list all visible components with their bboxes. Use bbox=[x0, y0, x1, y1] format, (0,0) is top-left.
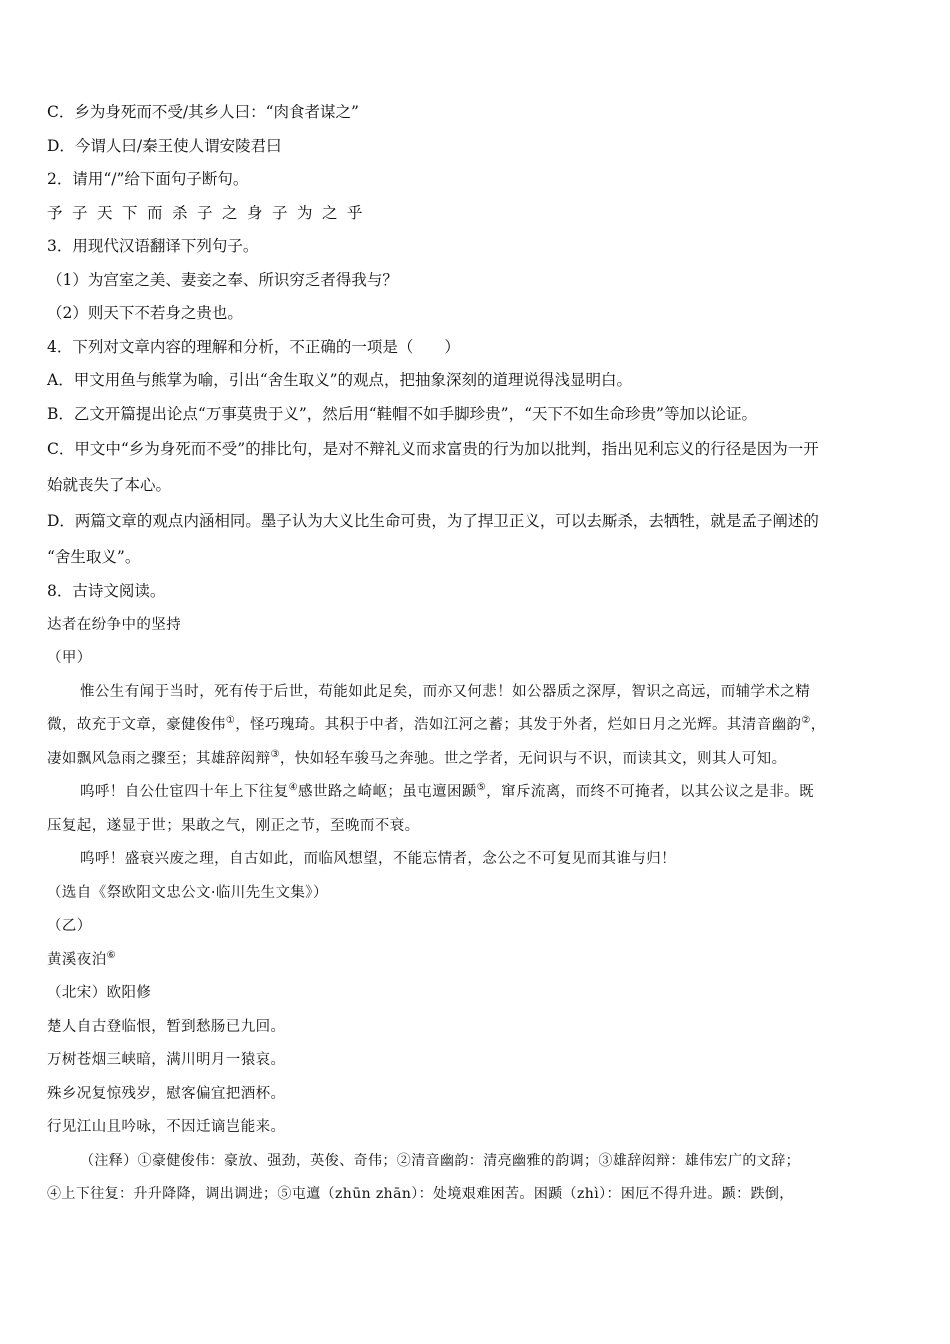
note-marker: ③ bbox=[270, 748, 280, 760]
option-d-line: D．今谓人曰/秦王使人谓安陵君曰 bbox=[47, 136, 282, 155]
section-yi-label: （乙） bbox=[47, 918, 92, 934]
text-segment: ，快如轻车骏马之奔驰。世之学者，无问识与不识，而读其文，则其人可知。 bbox=[279, 750, 787, 767]
question-4-option-d-line-2: “舍生取义”。 bbox=[47, 548, 141, 566]
text-segment: ，怪巧瑰琦。其积于中者，浩如江河之蓄；其发于外者，烂如日月之光辉。其清音幽韵 bbox=[235, 717, 802, 733]
poem-title-text: 黄溪夜泊 bbox=[47, 951, 107, 968]
poem-line-4: 行见江山且吟咏，不因迁谪岂能来。 bbox=[47, 1119, 286, 1135]
section-jia-label: （甲） bbox=[47, 650, 92, 666]
question-4-option-b: B．乙文开篇提出论点“万事莫贵于义”，然后用“鞋帽不如手脚珍贵”，“天下不如生命珍贵”等加以论证。 bbox=[47, 404, 757, 423]
poem-line-2: 万树苍烟三峡暗，满川明月一猿哀。 bbox=[47, 1052, 286, 1068]
note-marker: ⑤ bbox=[476, 782, 487, 794]
text-segment: 感世路之崎岖；虽屯邅困踬 bbox=[297, 784, 477, 800]
paragraph-1-line-2 bbox=[47, 709, 907, 743]
paragraph-1-line-1: 惟公生有闻于当时，死有传于后世，苟能如此足矣，而亦又何悲！如公器质之深厚，智识之高远，而辅学术之精 bbox=[80, 683, 811, 700]
paragraph-3: 呜呼！盛衰兴废之理，自古如此，而临风想望，不能忘情者，念公之不可复见而其谁与归！ bbox=[80, 851, 676, 867]
question-3-item-1: （1）为宫室之美、妻妾之奉、所识穷乏者得我与？ bbox=[47, 270, 398, 289]
note-marker: ④ bbox=[288, 782, 298, 794]
paragraph-2-line-2: 压复起，遂显于世；果敢之气，刚正之节，至晚而不衰。 bbox=[47, 817, 420, 834]
notes-line-1: （注释）①豪健俊伟：豪放、强劲，英俊、奇伟；②清音幽韵：清亮幽雅的韵调；③雄辞闳辩：雄伟宏广的文辞； bbox=[80, 1152, 800, 1169]
question-2-sentence: 予子天下而杀子之身子为之乎 bbox=[47, 203, 373, 222]
question-3: 3．用现代汉语翻译下列句子。 bbox=[47, 237, 259, 255]
question-4-option-c-line-2: 始就丧失了本心。 bbox=[47, 476, 172, 494]
paragraph-2-line-1 bbox=[47, 776, 907, 810]
question-4-option-a: A．甲文用鱼与熊掌为喻，引出“舍生取义”的观点，把抽象深刻的道理说得浅显明白。 bbox=[47, 371, 633, 389]
poem-line-1: 楚人自古登临恨，暂到愁肠已九回。 bbox=[47, 1018, 286, 1035]
question-4-option-c-line-1: C．甲文中“乡为身死而不受”的排比句，是对不辩礼义而求富贵的行为加以批判，指出见利忘义的行径是因为一开 bbox=[47, 440, 819, 458]
text-segment: ，窜斥流离，而终不可掩者，以其公议之是非。既 bbox=[486, 784, 814, 800]
text-segment: ， bbox=[810, 717, 826, 733]
text-segment: 呜呼！自公仕宦四十年上下往复 bbox=[80, 784, 289, 800]
document-page bbox=[47, 96, 907, 1212]
text-segment: 凄如飘风急雨之骤至；其雄辞闳辩 bbox=[47, 750, 271, 767]
note-marker: ② bbox=[801, 715, 811, 727]
text-segment: 微，故充于文章，豪健俊伟 bbox=[47, 717, 226, 733]
question-4: 4．下列对文章内容的理解和分析，不正确的一项是（ ） bbox=[47, 337, 460, 356]
poem-line-3: 殊乡况复惊残岁，慰客偏宜把酒杯。 bbox=[47, 1085, 286, 1102]
question-4-option-d-line-1: D．两篇文章的观点内涵相同。墨子认为大义比生命可贵，为了捍卫正义，可以去厮杀，去牺牲，就是孟子阐述的 bbox=[47, 512, 819, 530]
option-c-line: C．乡为身死而不受/其乡人曰：“肉食者谋之” bbox=[47, 103, 359, 121]
note-marker: ⑥ bbox=[106, 949, 116, 961]
question-3-item-2: （2）则天下不若身之贵也。 bbox=[47, 304, 243, 322]
question-8: 8．古诗文阅读。 bbox=[47, 582, 166, 600]
poem-title bbox=[47, 944, 907, 978]
question-2: 2．请用“/”给下面句子断句。 bbox=[47, 170, 249, 188]
passage-title: 达者在纷争中的坚持 bbox=[47, 616, 182, 633]
note-marker: ① bbox=[225, 715, 236, 727]
poem-author: （北宋）欧阳修 bbox=[47, 985, 152, 1001]
source-citation: （选自《祭欧阳文忠公文·临川先生文集》） bbox=[47, 884, 328, 901]
paragraph-1-line-3 bbox=[47, 743, 907, 777]
notes-line-2: ④上下往复：升升降降，调出调进；⑤屯邅（zhūn zhān）：处境艰难困苦。困踬（zhì）：困厄不得升进。踬：跌倒， bbox=[47, 1186, 794, 1202]
